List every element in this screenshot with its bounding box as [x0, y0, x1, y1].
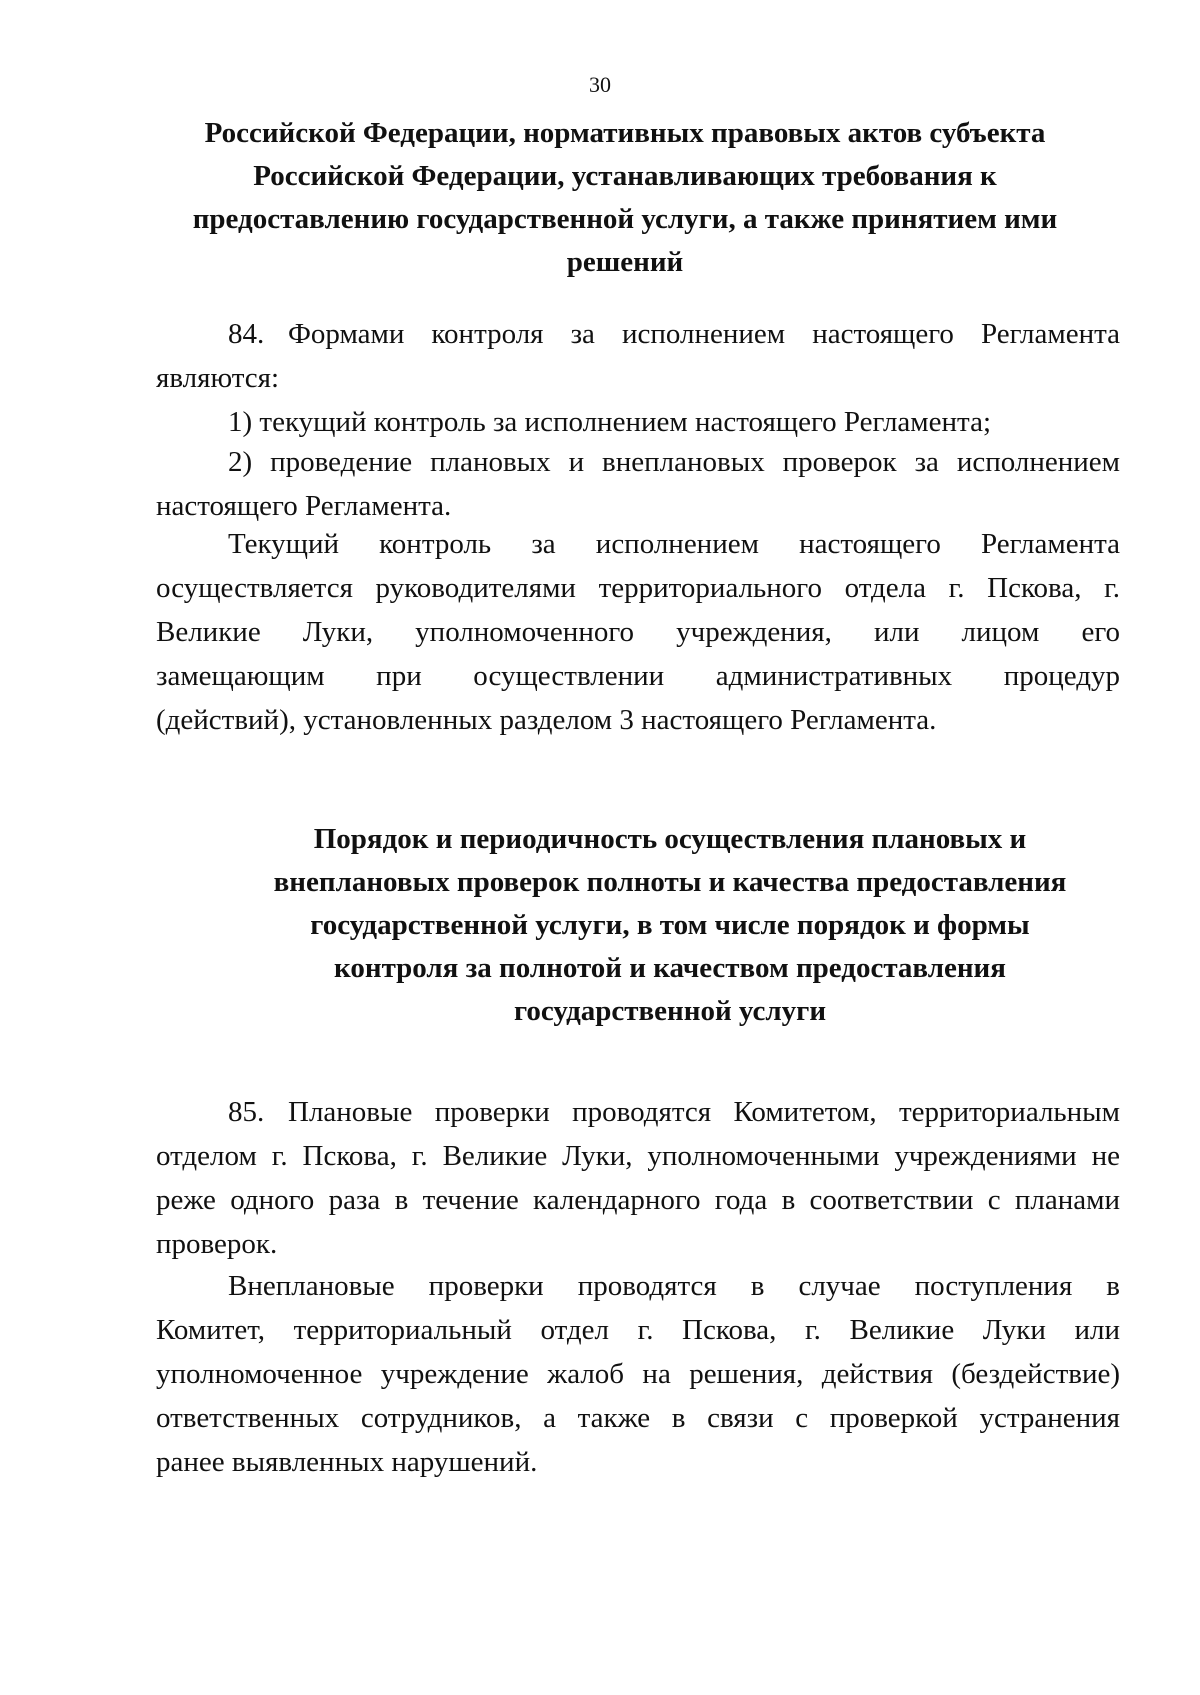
paragraph-line: реже одного раза в течение календарного года в соответствии с планами	[156, 1184, 1120, 1216]
section-heading-inspections	[240, 818, 1100, 1033]
paragraph-85	[156, 1090, 1120, 1266]
paragraph-line: отделом г. Пскова, г. Великие Луки, уполномоченными учреждениями не	[156, 1140, 1120, 1172]
page-number: 30	[589, 72, 611, 97]
paragraph-line: уполномоченное учреждение жалоб на решения, действия (бездействие)	[156, 1358, 1120, 1390]
paragraph-line: 2) проведение плановых и внеплановых проверок за исполнением	[228, 446, 1120, 478]
paragraph-line: Внеплановые проверки проводятся в случае поступления в	[228, 1270, 1120, 1302]
paragraph-line: ответственных сотрудников, а также в связи с проверкой устранения	[156, 1402, 1120, 1434]
paragraph-line: 1) текущий контроль за исполнением настоящего Регламента;	[228, 406, 992, 438]
heading-line: Порядок и периодичность осуществления плановых и	[313, 823, 1027, 855]
paragraph-line: Комитет, территориальный отдел г. Пскова, г. Великие Луки или	[156, 1314, 1120, 1346]
paragraph-line: являются:	[156, 362, 280, 394]
paragraph-unplanned	[156, 1264, 1120, 1484]
heading-line: контроля за полнотой и качеством предоставления	[334, 952, 1006, 984]
heading-line: Российской Федерации, устанавливающих требования к	[253, 160, 997, 192]
paragraph-current-control	[156, 522, 1120, 742]
paragraph-line: Текущий контроль за исполнением настоящего Регламента	[228, 528, 1120, 560]
paragraph-line: Великие Луки, уполномоченного учреждения, или лицом его	[156, 616, 1120, 648]
heading-line: внеплановых проверок полноты и качества предоставления	[273, 866, 1067, 898]
paragraph-line: проверок.	[156, 1228, 278, 1260]
paragraph-line: 84. Формами контроля за исполнением настоящего Регламента	[156, 312, 1120, 356]
list-item-1	[156, 400, 1120, 444]
paragraph-line: осуществляется руководителями территориального отдела г. Пскова, г.	[156, 572, 1120, 604]
paragraph-line: (действий), установленных разделом 3 настоящего Регламента.	[156, 704, 937, 736]
heading-line: государственной услуги, в том числе порядок и формы	[310, 909, 1030, 941]
paragraph-line: замещающим при осуществлении административных процедур	[156, 660, 1120, 692]
paragraph-number: 84.	[228, 318, 265, 350]
heading-line: предоставлению государственной услуги, а также принятием ими	[192, 203, 1058, 235]
paragraph-number: 85.	[228, 1096, 265, 1128]
heading-line: государственной услуги	[513, 995, 827, 1027]
heading-line: Российской Федерации, нормативных правовых актов субъекта	[204, 117, 1046, 149]
paragraph-84	[156, 312, 1120, 400]
heading-line: решений	[566, 246, 684, 278]
list-item-2	[156, 440, 1120, 528]
paragraph-line: 85. Плановые проверки проводятся Комитетом, территориальным	[156, 1090, 1120, 1134]
section-heading-legal-acts	[150, 112, 1100, 284]
paragraph-line: настоящего Регламента.	[156, 490, 452, 522]
paragraph-line: ранее выявленных нарушений.	[156, 1446, 538, 1478]
